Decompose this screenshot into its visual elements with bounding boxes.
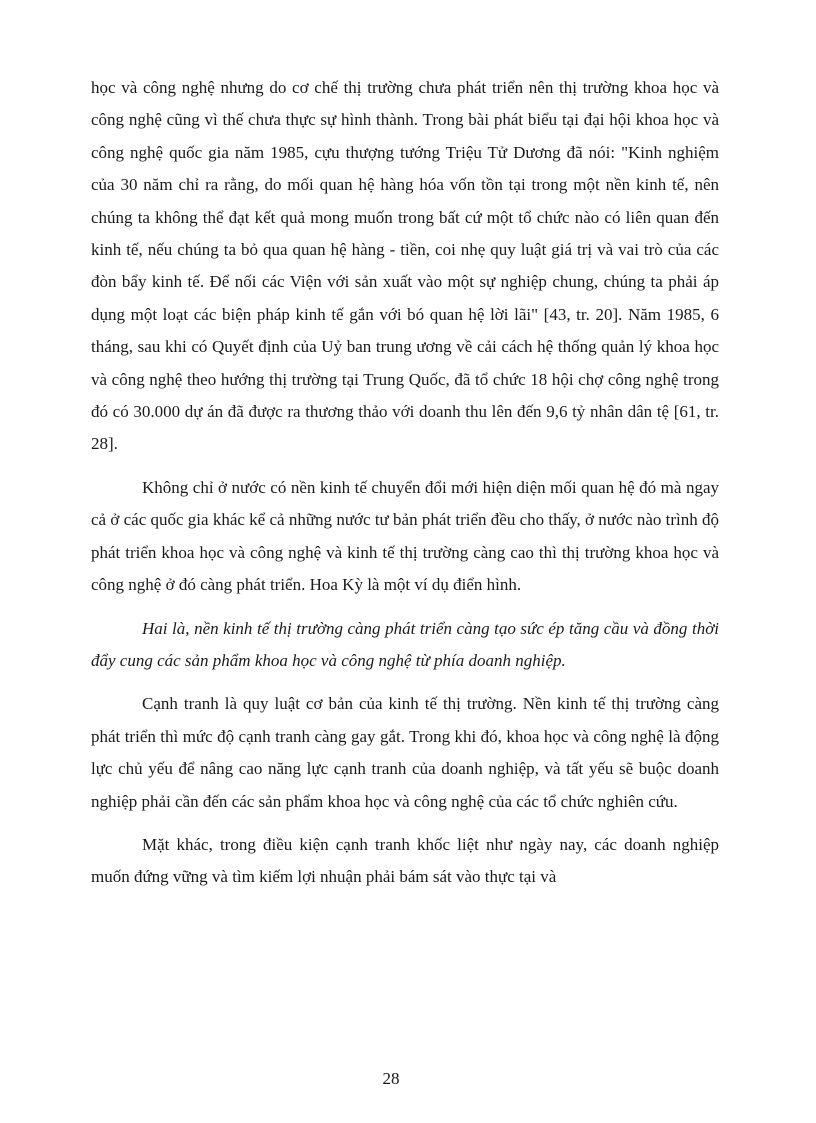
paragraph-on-the-other-hand: Mặt khác, trong điều kiện cạnh tranh khốc liệt như ngày nay, các doanh nghiệp muốn đứng vững và tìm kiếm lợi nhuận phải bám sát vào thực tại và bbox=[91, 834, 719, 887]
paragraph-competition: Cạnh tranh là quy luật cơ bản của kinh tế thị trường. Nền kinh tế thị trường càng phát triển thì mức độ cạnh tranh càng gay gắt. Trong khi đó, khoa học và công nghệ là động lực chủ yếu để nâng cao năng lực cạnh tranh của doanh nghiệp, và tất yếu sẽ buộc doanh nghiệp phải cần đến các sản phẩm khoa học và công nghệ của các tổ chức nghiên cứu. bbox=[91, 694, 719, 811]
paragraph-second-point-heading: Hai là, nền kinh tế thị trường càng phát triển càng tạo sức ép tăng cầu và đồng thời đẩy cung các sản phẩm khoa học và công nghệ từ phía doanh nghiệp. bbox=[91, 618, 719, 670]
paragraph-market-economy-example: Không chỉ ở nước có nền kinh tế chuyển đổi mới hiện diện mối quan hệ đó mà ngay cả ở các quốc gia khác kể cả những nước tư bản phát triển đều cho thấy, ở nước nào trình độ phát triển khoa học và công nghệ và kinh tế thị trường càng cao thì thị trường khoa học và công nghệ ở đó càng phát triển. Hoa Kỳ là một ví dụ điển hình. bbox=[91, 477, 719, 595]
paragraph-continuation: học và công nghệ nhưng do cơ chế thị trường chưa phát triển nên thị trường khoa học và công nghệ cũng vì thế chưa thực sự hình thành. Trong bài phát biểu tại đại hội khoa học và công nghệ quốc gia năm 1985, cựu thượng tướng Triệu Tử Dương đã nói: "Kinh nghiệm của 30 năm chỉ ra rằng, do mối quan hệ hàng hóa vốn tồn tại trong một nền kinh tế, nên chúng ta không thể đạt kết quả mong muốn trong bất cứ một tổ chức nào có liên quan đến kinh tế, nếu chúng ta bỏ qua quan hệ hàng - tiền, coi nhẹ quy luật giá trị và vai trò của các đòn bẩy kinh tế. Để nối các Viện với sản xuất vào một sự nghiệp chung, chúng ta phải áp dụng một loạt các biện pháp kinh tế gắn với bó quan hệ lời lãi" [43, tr. 20]. Năm 1985, 6 tháng, sau khi có Quyết định của Uỷ ban trung ương về cải cách hệ thống quản lý khoa học và công nghệ theo hướng thị trường tại Trung Quốc, đã tổ chức 18 hội chợ công nghệ trong đó có 30.000 dự án đã được ra thương thảo với doanh thu lên đến 9,6 tỷ nhân dân tệ [61, tr. 28]. bbox=[91, 78, 719, 454]
page-body bbox=[91, 72, 719, 894]
page-number: 28 bbox=[382, 1069, 400, 1088]
